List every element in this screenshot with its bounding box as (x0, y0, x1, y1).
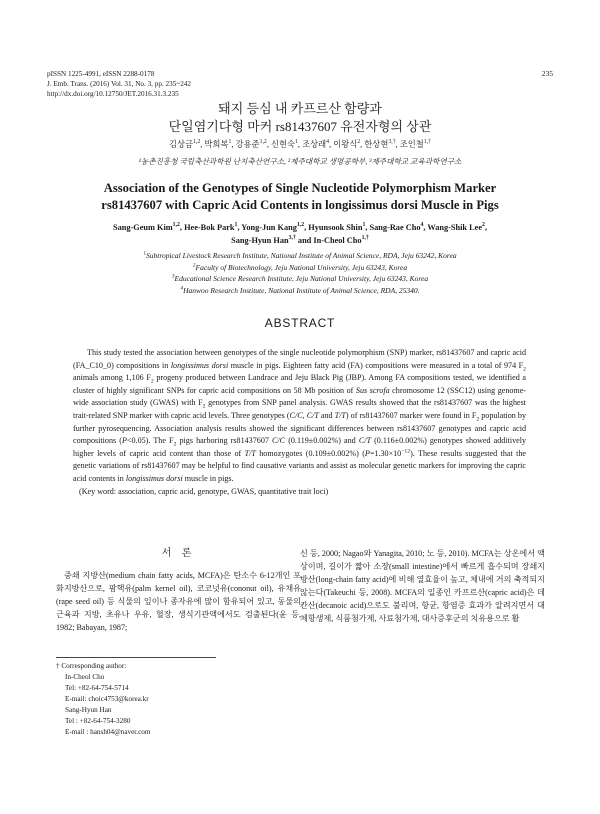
abstract-paragraph: This study tested the association between genotypes of the single nucleotide polymorphism (SNP) marker, rs81437607 and capric acid (FA_C10_0) compositions in longissimus dorsi muscle in pigs. Eighteen fatty acid (FA) compositions were measured in a total of 974 $F_2$ animals among 1,106 $F_2$ progeny produced between Landrace and Jeju Black Pig (JBP). Among FA compositions tested, we identified a cluster of highly significant SNPs for capric acid compositions on 58 Mb position of Sus scrofa chromosome 12 (SSC12) using genome-wide association study (GWAS) with $F_2$ genotypes from SNP panel analysis. GWAS results showed that the rs81437607 was the highest trait-related SNP marker with capric acid levels. Three genotypes (C/C, C/T and T/T) of rs81437607 marker were found in $F_2$ population by further pyrosequencing. Association analysis results showed the significant differences between rs81437607 genotypes and capric acid compositions (P<0.05). The $F_2$ pigs harboring rs81437607 C/C (0.119±0.002%) and C/T (0.116±0.002%) genotypes showed additively higher levels of capric acid content than those of T/T homozygotes (0.109±0.002%) $(P=1.30\times 10^{-12})$. These results suggested that the genetic variations of rs81437607 may be helpful to find causative variants and assist as molecular genetic markers for improving the capric acid contents in longissimus dorsi muscle in pigs. (73, 348, 527, 483)
affiliation-text: Hanwoo Research Institute, National Institute of Animal Science, RDA, 25340. (183, 285, 420, 295)
korean-title-line2 (0, 118, 600, 135)
correspondence-email[interactable]: E-mail: choic4753@korea.kr (65, 695, 149, 703)
affiliation-sup: 1,2 (172, 222, 180, 229)
affiliation-sup: 1 (295, 139, 298, 146)
correspondence-footnote (56, 661, 150, 738)
korean-authors: 김상금$^{1,2}$, 박희복$^1$, 강용준$^{1,2}$, 신현숙$^1$, 조상래$^4$, 이왕식$^2$, 한상현$^{3,\dagger}$, 조인철$^{1,\dagger}$ (168, 139, 432, 149)
footnote-divider (56, 657, 216, 658)
affiliation-sup: 1 (143, 250, 146, 257)
abstract-body (73, 347, 526, 498)
abstract-heading: ABSTRACT (264, 316, 336, 330)
english-title (60, 180, 540, 214)
korean-title-part: 유전자형의 상관 (336, 119, 432, 134)
korean-title-line1: 돼지 등심 내 카프르산 함량과 (218, 101, 382, 116)
korean-author: 조인철 (399, 140, 424, 149)
correspondence-line: Tel : +82-64-754-3280 (65, 717, 131, 725)
page-number: 235 (541, 69, 553, 78)
affiliation-sup: 1 (362, 222, 366, 229)
korean-author: 강용준 (235, 140, 260, 149)
english-author: Sang-Rae Cho (369, 223, 421, 232)
correspondence-line: Sang-Hyun Han (65, 706, 112, 714)
english-author: Sang-Geum Kim (112, 223, 173, 232)
affiliation-sup: 2 (357, 139, 361, 146)
affiliation-sup: 3 (171, 273, 175, 280)
affiliation-sup: 4 (420, 222, 424, 229)
affiliation-line (40, 273, 560, 285)
affiliation-sup: 1 (234, 222, 238, 229)
affiliation-text: Faculty of Biotechnology, Jeju National University, Jeju 63243, Korea (195, 262, 408, 272)
journal-citation: J. Emb. Trans. (2016) Vol. 31, No. 3, pp. 235~242 (47, 80, 191, 88)
korean-author: 조상래 (302, 140, 327, 149)
english-affiliations (40, 250, 560, 296)
affiliation-text: Educational Science Research Institute, Jeju National University, Jeju 63243, Korea (174, 274, 429, 283)
english-title-line1: Association of the Genotypes of Single Nucleotide Polymorphism Marker (103, 181, 497, 195)
english-author: Hee-Bok Park (184, 223, 235, 232)
korean-author: 김상금 (168, 140, 193, 149)
english-authors (40, 221, 560, 247)
korean-affiliations: ¹농촌진흥청 국립축산과학원 난지축산연구소, ²제주대학교 생명공학부, ³제주대학교 교육과학연구소 (138, 157, 462, 166)
affiliation-sup: 4 (326, 139, 330, 146)
english-authors-line2 (40, 234, 560, 247)
english-title-line2: rs81437607 with Capric Acid Contents in longissimus dorsi Muscle in Pigs (101, 198, 499, 212)
affiliation-sup: 3,† (288, 235, 296, 242)
korean-author: 한상현 (364, 140, 389, 149)
english-author: Sang-Hyun Han (231, 236, 289, 245)
doi-link[interactable]: http://dx.doi.org/10.12750/JET.2016.31.3.235 (47, 90, 179, 98)
issn-line: pISSN 1225-4991, eISSN 2288-0178 (47, 70, 155, 78)
korean-author: 신현숙 (270, 140, 296, 149)
english-author: Yong-Jun Kang (241, 223, 297, 232)
korean-author: 이왕식 (333, 140, 358, 149)
intro-left-column (56, 547, 301, 634)
affiliation-sup: 2 (482, 222, 485, 229)
korean-author: 박희복 (204, 140, 229, 149)
affiliation-sup: 2 (192, 262, 196, 268)
english-author: In-Cheol Cho (313, 236, 362, 245)
affiliation-line (40, 262, 560, 274)
correspondence-line: In-Cheol Cho (65, 673, 105, 681)
intro-right-column (300, 547, 545, 625)
section-heading-intro: 서 론 (161, 548, 196, 559)
affiliation-sup: 4 (180, 285, 184, 291)
intro-paragraph-right: 신 등, 2000; Nagao와 Yanagita, 2010; 노 등, 2010). MCFA는 상온에서 액상이며, 길이가 짧아 소장(small intestine)에서 빠르게 흡수되며 장쇄지방산(long-chain fatty acid)에 비해 열효율이 높고, 체내에 거의 축적되지 않는다(Takeuchi 등, 2008). MCFA의 일종인 카프르산(capric acid)은 데칸산(decanoic acid)으로도 불리며, 항균, 항염증 효과가 알려지면서 대체항생제, 식품첨가제, 사료첨가제, 대사증후군의 치유용으로 활 (300, 549, 545, 623)
affiliation-sup: 1,† (361, 235, 369, 242)
author-conjunction: and (295, 236, 314, 245)
affiliation-sup: 1,2 (296, 222, 305, 229)
intro-paragraph-left: 중쇄 지방산(medium chain fatty acids, MCFA)은 탄소수 6-12개인 포화지방산으로, 팜핵유(palm kernel oil), 코코넛유(cononut oil), 유채유(rape seed oil) 등 식물의 잎이나 종자유에 많이 함유되어 있고, 동물의 근육과 지방, 초유나 우유, 혈장, 생식기관액에서도 검출된다(윤 등, 1982; Babayan, 1987; (56, 571, 301, 632)
keywords: (Key word: association, capric acid, genotype, GWAS, quantitative trait loci) (79, 486, 329, 496)
affiliation-sup: 1,† (423, 139, 432, 146)
affiliation-sup: 3,† (388, 139, 396, 146)
journal-header (47, 69, 191, 99)
affiliation-sup: 1,2 (259, 139, 267, 146)
correspondence-line: Tel: +82-64-754-5714 (65, 684, 129, 692)
affiliation-text: Subtropical Livestock Research Institute, National Institute of Animal Science, RDA, Jeju 63242, Korea (145, 251, 457, 260)
correspondence-email[interactable]: E-mail : hansh04@naver.com (65, 728, 151, 736)
affiliation-sup: 1,2 (193, 139, 201, 146)
english-author: Wang-Shik Lee (427, 223, 483, 232)
english-author: Hyunsook Shin (308, 223, 363, 232)
affiliation-line (40, 250, 560, 262)
corresponding-author-label: † Corresponding author: (56, 662, 127, 670)
english-authors-line1: Sang-Geum Kim$^{1,2}$, Hee-Bok Park$^1$, Yong-Jun Kang$^{1,2}$, Hyunsook Shin$^1$, Sang-Rae Cho$^4$, Wang-Shik Lee$^2$, (112, 222, 488, 232)
affiliation-sup: 1 (228, 139, 232, 146)
affiliation-line (40, 285, 560, 297)
korean-title-marker: rs81437607 (275, 119, 337, 134)
korean-title-part: 단일염기다형 마커 (168, 119, 276, 134)
